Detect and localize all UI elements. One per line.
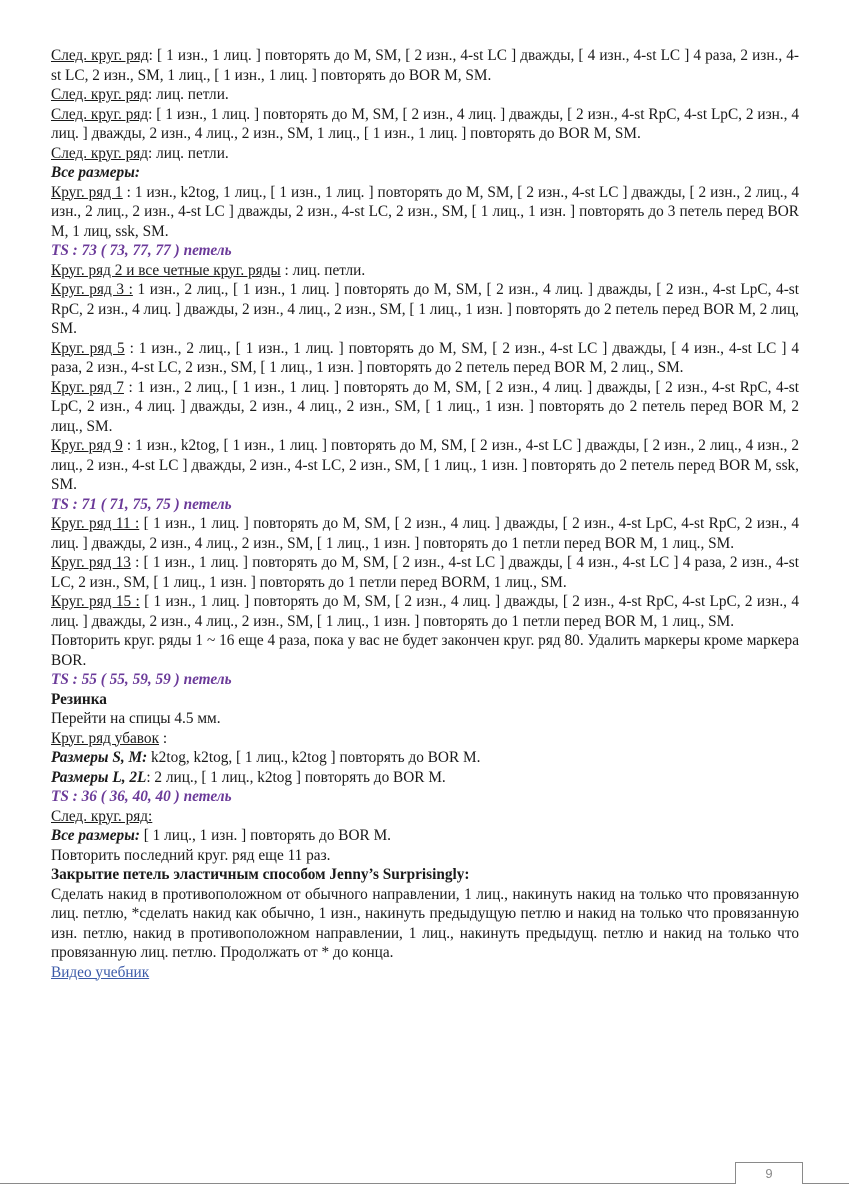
row-colon: : — [148, 807, 153, 825]
stitch-total: TS : 55 ( 55, 59, 59 ) петель — [51, 671, 232, 688]
size-label: Все размеры: — [51, 827, 140, 844]
row-text: : лиц. петли. — [148, 144, 229, 162]
round-text: : 1 изн., 2 лиц., [ 1 изн., 1 лиц. ] повторять до M, SM, [ 2 изн., 4 лиц. ] дважды, [ 2 изн., 4-st RpC, 4-st LpC, 2 изн., 4 лиц. ] дважды, 2 изн., 4 лиц., 2 изн., SM, [ 1 лиц., 1 изн. ] повторять до 2 петель перед BOR M, 2 лиц., SM. — [51, 378, 799, 435]
round-label: Круг. ряд 7 — [51, 378, 124, 396]
round-label: Круг. ряд 2 и все четные круг. ряды — [51, 261, 281, 279]
row-label: След. круг. ряд — [51, 807, 149, 825]
pattern-row — [51, 592, 799, 631]
round-text: [ 1 изн., 1 лиц. ] повторять до M, SM, [ 2 изн., 4 лиц. ] дважды, [ 2 изн., 4-st RpC, 4-st LpC, 2 изн., 4 лиц. ] дважды, 2 изн., 4 лиц., 2 изн., SM, [ 1 лиц., 1 изн. ] повторять до 1 петли перед BOR M, 1 лиц., SM. — [51, 593, 799, 630]
all-sizes-heading: Все размеры: — [51, 164, 140, 181]
pattern-row — [51, 144, 799, 164]
round-text: : 1 изн., k2tog, 1 лиц., [ 1 изн., 1 лиц. ] повторять до M, SM, [ 2 изн., 4-st LC ] дважды, [ 2 изн., 2 лиц., 4 изн., 2 лиц., 2 изн., 4-st LC ] дважды, 2 изн., 4-st LC, 2 изн., SM, [ 1 лиц., 1 изн. ] повторять до 3 петель перед BOR M, 1 лиц, ssk, SM. — [51, 183, 800, 240]
row-text: : [ 1 изн., 1 лиц. ] повторять до M, SM, [ 2 изн., 4-st LC ] дважды, [ 4 изн., 4-st LC ] 4 раза, 2 изн., 4-st LC, 2 изн., SM, 1 лиц., [ 1 изн., 1 лиц. ] повторять до BOR M, SM. — [51, 47, 800, 84]
round-label: Круг. ряд 15 : — [51, 593, 140, 610]
pattern-row — [51, 514, 799, 553]
round-label: Круг. ряд 9 — [51, 437, 123, 454]
size-instruction — [51, 768, 799, 788]
size-instruction — [51, 826, 799, 846]
round-text: 1 изн., 2 лиц., [ 1 изн., 1 лиц. ] повторять до M, SM, [ 2 изн., 4 лиц. ] дважды, [ 2 изн., 4-st LpC, 4-st RpC, 2 изн., 4 лиц. ] дважды, 2 изн., 4 лиц., 2 изн., SM, [ 1 лиц., 1 изн. ] повторять до 2 петель перед BOR M, 2 лиц, SM. — [51, 281, 799, 337]
size-instruction — [51, 748, 799, 768]
repeat-instruction: Повторить последний круг. ряд еще 11 раз. — [51, 846, 331, 864]
size-text: [ 1 лиц., 1 изн. ] повторять до BOR M. — [139, 827, 392, 844]
size-label: Размеры L, 2L — [51, 768, 147, 786]
pattern-row — [51, 378, 799, 437]
stitch-total: TS : 73 ( 73, 77, 77 ) петель — [51, 242, 232, 259]
round-label: Круг. ряд 3 : — [51, 281, 133, 298]
size-label: Размеры S, M: — [51, 749, 148, 766]
round-text: : 1 изн., k2tog, [ 1 изн., 1 лиц. ] повторять до M, SM, [ 2 изн., 4-st LC ] дважды, [ 2 изн., 2 лиц., 4 изн., 2 лиц., 2 изн., 4-st LC ] дважды, 2 изн., 4-st LC, 2 изн., SM, [ 1 лиц., 1 изн. ] повторять до 2 петель перед BOR M, ssk, SM. — [51, 437, 799, 493]
stitch-total: TS : 36 ( 36, 40, 40 ) петель — [51, 788, 232, 805]
stitch-total: TS : 71 ( 71, 75, 75 ) петель — [51, 495, 232, 513]
round-label: Круг. ряд 5 — [51, 339, 125, 357]
document-body — [51, 46, 799, 982]
bindoff-text: Сделать накид в противоположном от обычного направлении, 1 лиц., накинуть накид на только что провязанную лиц. петлю, *сделать накид как обычно, 1 изн., накинуть предыдущую петлю и накид на только что провязанную изн. петлю, накид в противоположном направлении, 1 лиц., накинуть предыдущ. петлю и накид на только что провязанную лиц. петлю. Продолжать от * до конца. — [51, 885, 799, 961]
needles-instruction: Перейти на спицы 4.5 мм. — [51, 710, 221, 727]
video-tutorial-link[interactable]: Видео учебник — [51, 963, 150, 981]
row-label: След. круг. ряд — [51, 47, 149, 64]
pattern-row — [51, 280, 799, 339]
size-text: k2tog, k2tog, [ 1 лиц., k2tog ] повторять до BOR M. — [147, 749, 481, 766]
row-text: : [ 1 изн., 1 лиц. ] повторять до M, SM, [ 2 изн., 4 лиц. ] дважды, [ 2 изн., 4-st RpC, 4-st LpC, 2 изн., 4 лиц. ] дважды, 2 изн., 4 лиц., 2 изн., SM, 1 лиц., [ 1 изн., 1 лиц. ] повторять до BOR M, SM. — [51, 105, 799, 142]
row-text: : лиц. петли. — [148, 86, 229, 103]
page-number: 9 — [735, 1162, 803, 1184]
bindoff-heading: Закрытие петель эластичным способом Jenny’s Surprisingly: — [51, 866, 470, 883]
pattern-row — [51, 105, 799, 144]
repeat-instruction: Повторить круг. ряды 1 ~ 16 еще 4 раза, пока у вас не будет закончен круг. ряд 80. Удалить маркеры кроме маркера BOR. — [51, 632, 799, 669]
row-label: След. круг. ряд — [51, 144, 149, 162]
pattern-row — [51, 436, 799, 495]
pattern-row — [51, 339, 799, 378]
round-text: : — [159, 729, 168, 747]
pattern-row — [51, 183, 799, 242]
round-label: Круг. ряд 1 — [51, 183, 123, 201]
round-text: [ 1 изн., 1 лиц. ] повторять до M, SM, [ 2 изн., 4 лиц. ] дважды, [ 2 изн., 4-st LpC, 4-st RpC, 2 изн., 4 лиц. ] дважды, 2 изн., 4 лиц., 2 изн., SM, [ 1 лиц., 1 изн. ] повторять до 1 петли перед BOR M, 1 лиц., SM. — [51, 515, 799, 552]
pattern-row — [51, 807, 799, 827]
pattern-row — [51, 261, 799, 281]
round-text: : 1 изн., 2 лиц., [ 1 изн., 1 лиц. ] повторять до M, SM, [ 2 изн., 4-st LC ] дважды, [ 4 изн., 4-st LC ] 4 раза, 2 изн., 4-st LC, 2 изн., SM, [ 1 лиц., 1 изн. ] повторять до 2 петель перед BOR M, 2 лиц., SM. — [51, 339, 800, 376]
round-text: : лиц. петли. — [280, 261, 366, 279]
pattern-row — [51, 46, 799, 85]
round-label: Круг. ряд 13 — [51, 554, 131, 571]
pattern-row — [51, 553, 799, 592]
row-label: След. круг. ряд — [51, 105, 149, 123]
size-text: : 2 лиц., [ 1 лиц., k2tog ] повторять до BOR M. — [146, 768, 446, 786]
row-label: След. круг. ряд — [51, 86, 149, 103]
pattern-row — [51, 729, 799, 749]
pattern-row — [51, 85, 799, 105]
footer-divider — [0, 1183, 849, 1184]
round-label: Круг. ряд 11 : — [51, 515, 140, 532]
round-label: Круг. ряд убавок — [51, 729, 160, 747]
round-text: : [ 1 изн., 1 лиц. ] повторять до M, SM, [ 2 изн., 4-st LC ] дважды, [ 4 изн., 4-st LC ] 4 раза, 2 изн., 4-st LC, 2 изн., SM, [ 1 лиц., 1 изн. ] повторять до 1 петли перед BORM, 1 лиц., SM. — [51, 554, 799, 591]
ribbing-heading: Резинка — [51, 690, 107, 708]
